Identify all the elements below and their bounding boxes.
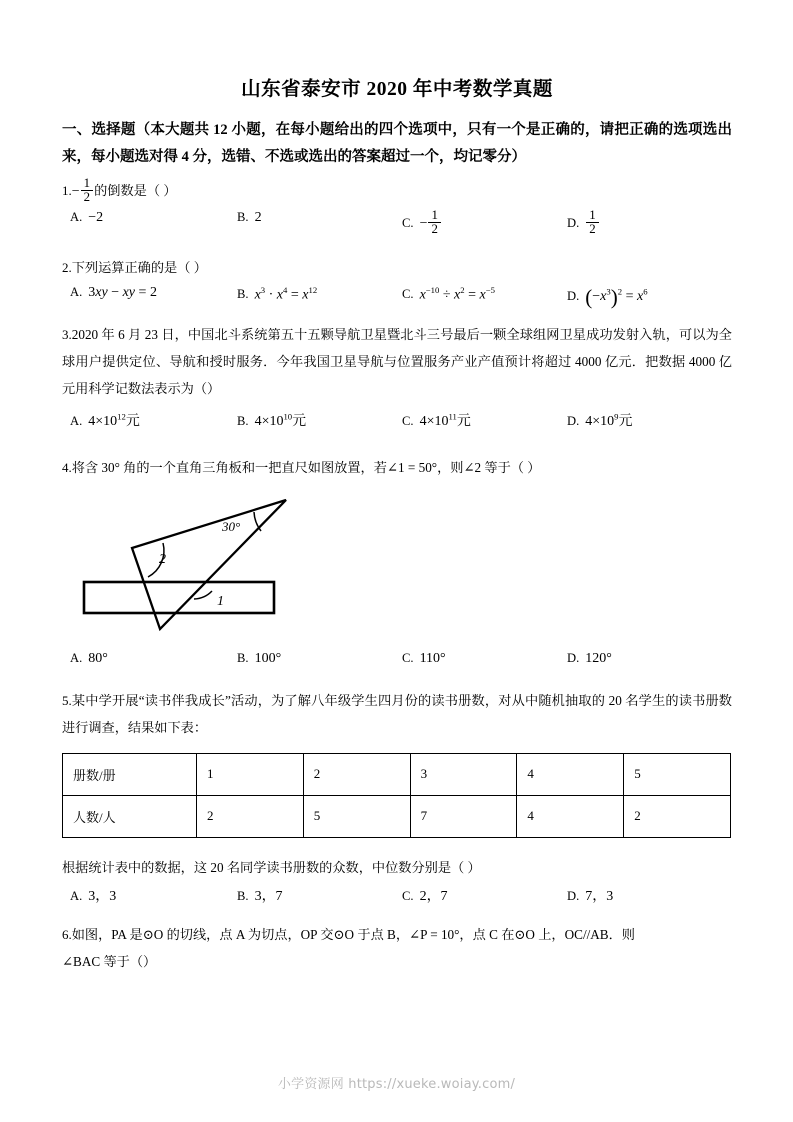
table-cell: 2 xyxy=(624,795,731,837)
question-2-number: 2. xyxy=(62,259,72,275)
question-1-options xyxy=(62,207,732,252)
question-3-option-a[interactable] xyxy=(70,410,140,430)
option-a-value: $4\times 10^{12}$元 xyxy=(88,411,140,429)
option-c-value: $4\times 10^{11}$元 xyxy=(419,411,471,429)
option-label: A. xyxy=(70,209,83,224)
question-4-stem-text: 将含 30° 角的一个直角三角板和一把直尺如图放置，若∠1 = 50°，则∠2 等于（ ） xyxy=(71,459,541,475)
table-cell: 4 xyxy=(517,795,624,837)
question-6-stem-line-1: 如图，PA 是⊙O 的切线，点 A 为切点，OP 交⊙O 于点 B，∠P = 10°，点 C 在⊙O 上，OC//AB．则 xyxy=(71,926,635,942)
question-1-option-c[interactable] xyxy=(402,207,442,238)
option-d-value: $(-x^3)^2 = x^6$ xyxy=(585,284,648,309)
question-3-options xyxy=(62,410,732,444)
option-label: C. xyxy=(402,650,414,665)
question-1-stem-text: 的倒数是（ ） xyxy=(94,183,177,198)
question-4-option-c[interactable] xyxy=(402,651,446,667)
option-label: B. xyxy=(237,209,249,224)
question-4-option-d[interactable] xyxy=(567,651,612,667)
option-b-value: 100° xyxy=(254,650,282,666)
question-5-option-a[interactable] xyxy=(70,885,116,905)
question-5-option-d[interactable] xyxy=(567,885,613,905)
question-4-option-a[interactable] xyxy=(70,651,108,667)
option-label: B. xyxy=(237,413,249,428)
option-a-value: 3xy − xy = 2 xyxy=(88,284,157,300)
question-5-stem xyxy=(62,687,732,741)
question-2-option-a[interactable] xyxy=(70,285,157,301)
option-b-value: 3，7 xyxy=(254,888,283,904)
row-header-books: 册数/册 xyxy=(63,753,197,795)
table-cell: 3 xyxy=(410,753,517,795)
option-label: D. xyxy=(567,888,580,903)
option-c-value: − $\frac{1}{2}$ xyxy=(420,210,442,238)
question-2-stem-text: 下列运算正确的是（ ） xyxy=(71,259,207,275)
option-label: C. xyxy=(402,888,414,903)
table-cell: 2 xyxy=(197,795,304,837)
option-label: D. xyxy=(567,650,580,665)
option-b-value: $4\times 10^{10}$元 xyxy=(254,411,307,429)
question-6-stem-line-2: ∠BAC 等于（） xyxy=(62,953,157,969)
table-cell: 2 xyxy=(303,753,410,795)
question-2-option-b[interactable] xyxy=(237,285,317,304)
question-2-options xyxy=(62,285,732,319)
option-b-value: $x^3 \cdot x^4 = x^{12}$ xyxy=(254,284,318,303)
question-3-option-b[interactable] xyxy=(237,410,306,430)
question-5-option-c[interactable] xyxy=(402,885,448,905)
angle-1-label: 1 xyxy=(217,593,224,609)
table-cell: 1 xyxy=(197,753,304,795)
angle-apex-label: 30° xyxy=(222,518,241,534)
question-1-stem xyxy=(62,177,732,206)
question-3-option-c[interactable] xyxy=(402,410,471,430)
question-1-option-a[interactable] xyxy=(70,210,103,226)
option-label: B. xyxy=(237,650,249,665)
question-4-option-b[interactable] xyxy=(237,651,281,667)
document-content xyxy=(62,55,732,975)
question-2-stem xyxy=(62,254,732,281)
option-a-value: −2 xyxy=(88,209,104,225)
question-4-options xyxy=(62,651,732,685)
table-cell: 7 xyxy=(410,795,517,837)
question-5-stem-text: 某中学开展“读书伴我成长”活动，为了解八年级学生四月份的读书册数，对从中随机抽取的 20 名学生的读书册数进行调查，结果如下表： xyxy=(62,692,732,735)
section-heading: 一、选择题（本大题共 12 小题，在每小题给出的四个选项中，只有一个是正确的，请把正确的选项选出来，每小题选对得 4 分，选错、不选或选出的答案超过一个，均记零分） xyxy=(62,122,732,165)
option-d-value: $4\times 10^9$元 xyxy=(585,411,633,429)
option-label: D. xyxy=(567,413,580,428)
option-d-value: 7，3 xyxy=(585,888,614,904)
option-c-value: $x^{-10} \div x^2 = x^{-5}$ xyxy=(419,284,495,303)
question-5-options xyxy=(62,885,732,919)
question-1-number: 1. xyxy=(62,183,72,198)
watermark: 小学资源网 https://xueke.woiay.com/ xyxy=(277,1077,516,1092)
question-2-option-d[interactable] xyxy=(567,285,648,310)
question-3-option-d[interactable] xyxy=(567,410,633,430)
question-1-expression xyxy=(71,175,94,205)
question-6-stem xyxy=(62,921,732,948)
option-a-value: 3，3 xyxy=(88,888,117,904)
question-6-number: 6. xyxy=(62,926,72,942)
option-label: D. xyxy=(567,289,580,304)
table-cell: 5 xyxy=(624,753,731,795)
option-label: B. xyxy=(237,287,249,302)
option-label: A. xyxy=(70,888,83,903)
option-label: A. xyxy=(70,650,83,665)
question-1-option-b[interactable] xyxy=(237,210,262,226)
row-header-people: 人数/人 xyxy=(63,795,197,837)
option-d-value: 120° xyxy=(585,650,612,666)
table-cell: 5 xyxy=(303,795,410,837)
angle-2-label: 2 xyxy=(159,551,166,567)
option-b-value: 2 xyxy=(254,209,262,225)
option-label: C. xyxy=(402,216,414,231)
question-5-option-b[interactable] xyxy=(237,885,283,905)
question-5-number: 5. xyxy=(62,692,72,708)
table-cell: 4 xyxy=(517,753,624,795)
option-label: C. xyxy=(402,287,414,302)
question-5-stem-after-table: 根据统计表中的数据，这 20 名同学读书册数的众数，中位数分别是（ ） xyxy=(62,859,481,875)
triangle-outline xyxy=(132,500,286,629)
question-1-option-d[interactable] xyxy=(567,207,600,238)
option-label: A. xyxy=(70,413,83,428)
option-label: A. xyxy=(70,284,83,299)
minus-sign: − xyxy=(71,184,80,199)
option-a-value: 80° xyxy=(88,650,108,666)
question-4-number: 4. xyxy=(62,459,72,475)
option-label: B. xyxy=(237,888,249,903)
option-c-value: 2，7 xyxy=(419,888,448,904)
question-3-stem xyxy=(62,321,732,402)
reading-count-table xyxy=(62,753,731,838)
question-3-number: 3. xyxy=(62,326,72,342)
page-title: 山东省泰安市 2020 年中考数学真题 xyxy=(241,79,553,100)
question-2-option-c[interactable] xyxy=(402,285,495,304)
option-label: D. xyxy=(567,216,580,231)
question-4-stem xyxy=(62,454,732,481)
option-label: C. xyxy=(402,413,414,428)
option-c-value: 110° xyxy=(419,650,446,666)
fraction-one-half: $\frac{1}{2}$ xyxy=(81,177,93,205)
question-3-stem-text: 2020 年 6 月 23 日，中国北斗系统第五十五颗导航卫星暨北斗三号最后一颗全球组网卫星成功发射入轨，可以为全球用户提供定位、导航和授时服务．今年我国卫星导航与位置服务产业产值预计将超过 4000 亿元．把数据 4000 亿元用科学记数法表示为（） xyxy=(62,326,732,396)
option-d-value: $\frac{1}{2}$ xyxy=(585,210,599,238)
table-row xyxy=(63,795,731,837)
question-4-figure xyxy=(62,487,732,647)
triangle-ruler-diagram xyxy=(62,487,342,645)
table-row xyxy=(63,753,731,795)
